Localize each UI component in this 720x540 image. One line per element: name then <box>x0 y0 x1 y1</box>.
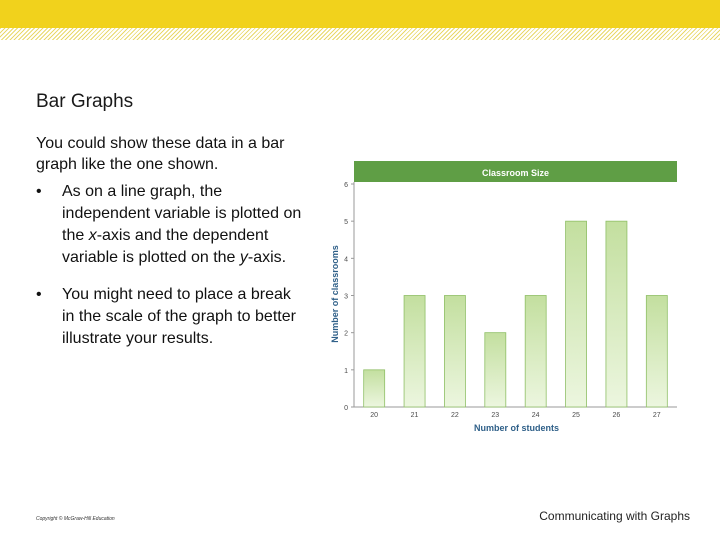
intro-text: You could show these data in a bar graph like the one shown. <box>36 135 285 173</box>
bar-chart <box>326 158 686 438</box>
top-banner-stripes <box>0 28 720 40</box>
slide-title: Bar Graphs <box>36 91 134 112</box>
bar <box>404 296 425 408</box>
bullet-text-1a: As on a line graph, the independent variable is plotted on the <box>62 183 302 244</box>
bullet-list <box>36 181 306 365</box>
bullet-marker: • <box>36 183 42 200</box>
bullet-item-scale-break <box>36 284 306 350</box>
x-tick-label: 24 <box>531 412 540 419</box>
top-banner <box>0 0 720 28</box>
y-axis-label: Number of classrooms <box>330 245 340 343</box>
x-tick-label: 20 <box>370 412 379 419</box>
bullet-text-y: y <box>239 249 248 266</box>
y-tick-label: 4 <box>344 256 348 264</box>
y-tick-label: 6 <box>344 182 348 189</box>
bar <box>364 370 385 407</box>
x-tick-label: 25 <box>572 412 580 419</box>
y-tick-label: 0 <box>344 405 348 412</box>
bar <box>606 221 627 407</box>
y-tick-label: 3 <box>344 293 348 301</box>
x-tick-label: 27 <box>652 412 661 419</box>
y-tick-label: 1 <box>344 367 348 375</box>
bar <box>444 296 465 408</box>
bar <box>485 333 506 407</box>
y-tick-label: 2 <box>344 330 348 338</box>
bar <box>525 296 546 408</box>
bullet-text-1c: -axis. <box>247 249 287 266</box>
bar <box>566 221 587 407</box>
y-tick-label: 5 <box>344 219 348 227</box>
x-tick-label: 22 <box>451 412 459 419</box>
x-tick-label: 26 <box>612 412 621 419</box>
copyright-notice: Copyright © McGraw-Hill Education <box>36 516 115 522</box>
chart-title: Classroom Size <box>481 168 550 178</box>
bullet-item-axes <box>36 181 306 269</box>
bullet-text-1b: -axis and the dependent variable is plotted on the <box>62 227 269 266</box>
bullet-text-2: You might need to place a break in the scale of the graph to better illustrate your results. <box>62 286 296 347</box>
x-tick-label: 23 <box>491 412 500 419</box>
footer-text: Communicating with Graphs <box>539 509 690 523</box>
x-axis-label: Number of students <box>473 423 560 433</box>
bullet-marker: • <box>36 286 42 303</box>
bullet-text-x: x <box>88 227 97 244</box>
bar <box>646 296 667 408</box>
x-tick-label: 21 <box>410 412 419 419</box>
